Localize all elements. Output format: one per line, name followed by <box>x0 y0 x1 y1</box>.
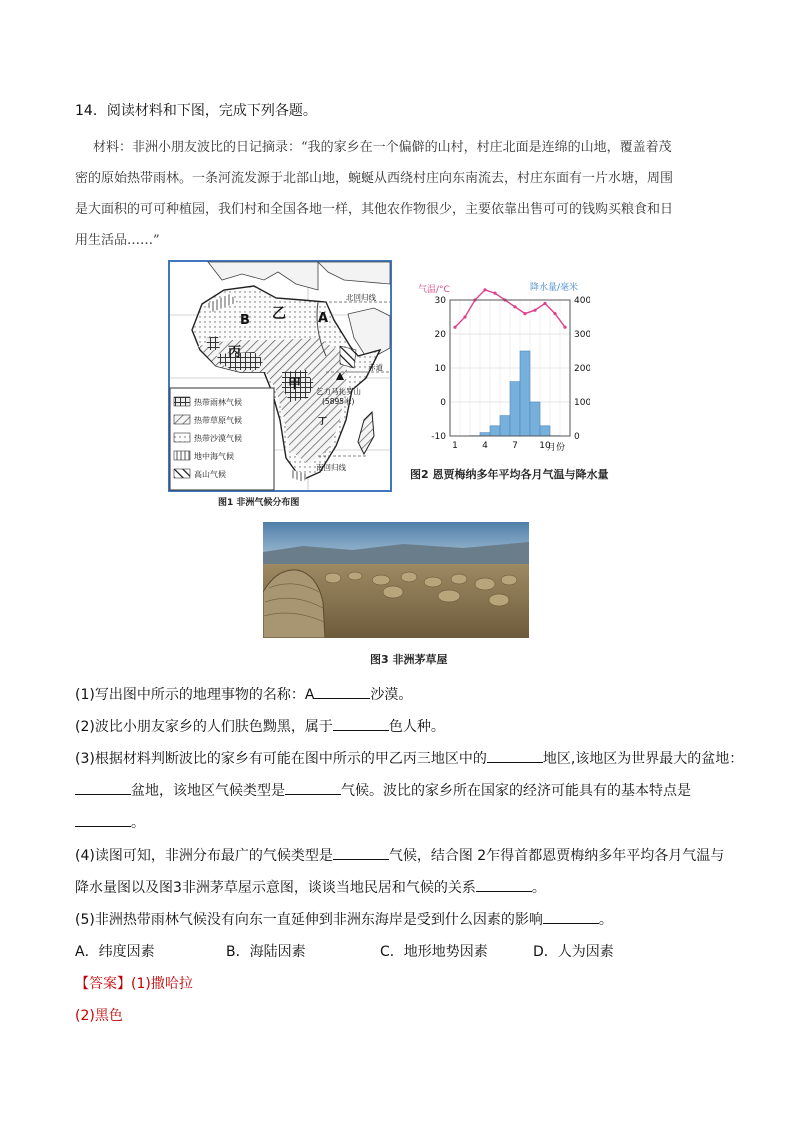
q4-text-d: 。 <box>531 880 546 896</box>
q5-text-a: (5)非洲热带雨林气候没有向东一直延伸到非洲东海岸是受到什么因素的影响 <box>75 912 543 928</box>
precip-bar <box>540 426 550 436</box>
answer-line-1 <box>75 973 193 993</box>
temp-tick: 30 <box>434 296 446 306</box>
precip-tick: 300 <box>574 330 590 340</box>
precip-bar <box>500 416 510 436</box>
label-ding: 丁 <box>318 417 328 427</box>
q4-text-b: 气候，结合图 2乍得首都恩贾梅纳多年平均各月气温与 <box>388 848 725 864</box>
precip-bar <box>480 433 490 436</box>
month-tick: 7 <box>512 441 518 451</box>
month-tick: 4 <box>482 441 488 451</box>
q2 <box>75 716 445 736</box>
q5-blank[interactable] <box>543 909 599 924</box>
q3-line-1 <box>75 748 743 768</box>
africa-climate-map <box>168 260 392 492</box>
temp-tick: 10 <box>434 364 446 374</box>
q4-line-2 <box>75 877 546 897</box>
q3-text-c: 盆地，该地区气候类型是 <box>131 783 285 799</box>
temp-tick: 0 <box>440 398 446 408</box>
kilimanjaro-height: (5895米) <box>322 397 355 406</box>
month-axis-label: 月份 <box>547 443 566 453</box>
month-tick: 1 <box>452 441 458 451</box>
material-line-2: 密的原始热带雨林。一条河流发源于北部山地，蜿蜒从西绕村庄向东南流去，村庄东面有一片水塘，周围 <box>75 171 674 186</box>
q3-text-b: 地区,该地区为世界最大的盆地： <box>542 751 744 767</box>
kilimanjaro-label: 乞力马扎罗山 <box>316 387 361 396</box>
q4-blank-2[interactable] <box>476 877 532 892</box>
precip-bar <box>520 351 530 436</box>
q4-text-a: (4)读图可知，非洲分布最广的气候类型是 <box>75 848 333 864</box>
precip-tick: 100 <box>574 398 590 408</box>
question-title: 14．阅读材料和下图，完成下列各题。 <box>75 103 317 119</box>
q3-text-d: 气候。波比的家乡所在国家的经济可能具有的基本特点是 <box>341 783 691 799</box>
legend-highland: 高山气候 <box>194 470 226 479</box>
temp-tick: 20 <box>434 330 446 340</box>
label-bing: 丙 <box>228 345 242 360</box>
precip-tick: 200 <box>574 364 590 374</box>
label-jia: 甲 <box>288 377 302 392</box>
hut-photo <box>263 522 529 638</box>
q3-blank-3[interactable] <box>285 780 341 795</box>
precip-bar <box>510 382 520 436</box>
precip-tick: 400 <box>574 296 590 306</box>
temp-tick: -10 <box>431 432 446 442</box>
temp-point <box>543 302 546 305</box>
climate-chart <box>400 278 590 456</box>
material-line-3: 是大面积的可可种植园，我们村和全国各地一样，其他农作物很少，主要依靠出售可可的钱购买粮食和日 <box>75 202 674 217</box>
q1-blank[interactable] <box>314 684 370 699</box>
q1 <box>75 684 412 704</box>
q1-text-a: (1)写出图中所示的地理事物的名称：A <box>75 687 315 703</box>
label-yi: 乙 <box>272 306 286 322</box>
q4-text-c: 降水量图以及图3非洲茅草屋示意图，谈谈当地民居和气候的关系 <box>75 880 476 896</box>
legend-desert: 热带沙漠气候 <box>194 434 242 443</box>
month-tick: 10 <box>539 441 551 451</box>
legend-mediterranean: 地中海气候 <box>194 452 234 461</box>
option-b[interactable]: B．海陆因素 <box>226 944 306 960</box>
temp-axis-label: 气温/°C <box>418 285 450 295</box>
q2-text-b: 色人种。 <box>388 719 445 735</box>
temp-point <box>523 312 526 315</box>
precip-axis-label: 降水量/毫米 <box>530 283 579 293</box>
q4-blank-1[interactable] <box>333 845 389 860</box>
precip-bar <box>490 426 500 436</box>
q3-line-2 <box>75 780 691 800</box>
temp-point <box>483 288 486 291</box>
temp-point <box>533 309 536 312</box>
temp-point <box>493 292 496 295</box>
precip-bar <box>530 402 540 436</box>
fig3-caption: 图3 非洲茅草屋 <box>370 653 448 666</box>
answer-1: (1)撒哈拉 <box>131 976 193 992</box>
answer-2: (2)黑色 <box>75 1008 123 1024</box>
label-b: B <box>240 313 250 328</box>
label-a: A <box>318 311 329 326</box>
north-tropic-label: 北回归线 <box>346 293 376 302</box>
precip-tick: 0 <box>574 432 580 442</box>
material-line-4: 用生活品……” <box>75 233 160 248</box>
temp-point <box>513 305 516 308</box>
legend-rainforest: 热带雨林气候 <box>194 398 242 407</box>
option-d[interactable]: D．人为因素 <box>533 944 614 960</box>
q3-line-3 <box>75 812 145 832</box>
temp-point <box>453 326 456 329</box>
fig2-caption: 图2 恩贾梅纳多年平均各月气温与降水量 <box>410 468 609 481</box>
q5 <box>75 909 613 929</box>
q2-blank[interactable] <box>333 716 389 731</box>
option-c[interactable]: C．地形地势因素 <box>380 944 488 960</box>
q3-blank-2[interactable] <box>75 780 131 795</box>
option-a[interactable]: A．纬度因素 <box>75 944 155 960</box>
temp-point <box>563 326 566 329</box>
legend-savanna: 热带草原气候 <box>194 416 242 425</box>
answer-tag: 【答案】 <box>75 976 131 992</box>
q3-text-a: (3)根据材料判断波比的家乡有可能在图中所示的甲乙丙三地区中的 <box>75 751 487 767</box>
q3-blank-4[interactable] <box>75 812 131 827</box>
temp-point <box>463 315 466 318</box>
south-tropic-label: 南回归线 <box>316 463 346 472</box>
material-line-1: 材料：非洲小朋友波比的日记摘录：“我的家乡在一个偏僻的山村，村庄北面是连绵的山地，覆盖着茂 <box>93 140 672 155</box>
q4-line-1 <box>75 845 724 865</box>
fig1-caption: 图1 非洲气候分布图 <box>218 498 300 508</box>
q2-text-a: (2)波比小朋友家乡的人们肤色黝黑，属于 <box>75 719 333 735</box>
q5-text-b: 。 <box>598 912 613 928</box>
temp-point <box>553 312 556 315</box>
q3-text-e: 。 <box>131 815 145 831</box>
q3-blank-1[interactable] <box>487 748 543 763</box>
q1-text-b: 沙漠。 <box>370 687 413 703</box>
equator-label: 赤道 <box>368 363 383 372</box>
